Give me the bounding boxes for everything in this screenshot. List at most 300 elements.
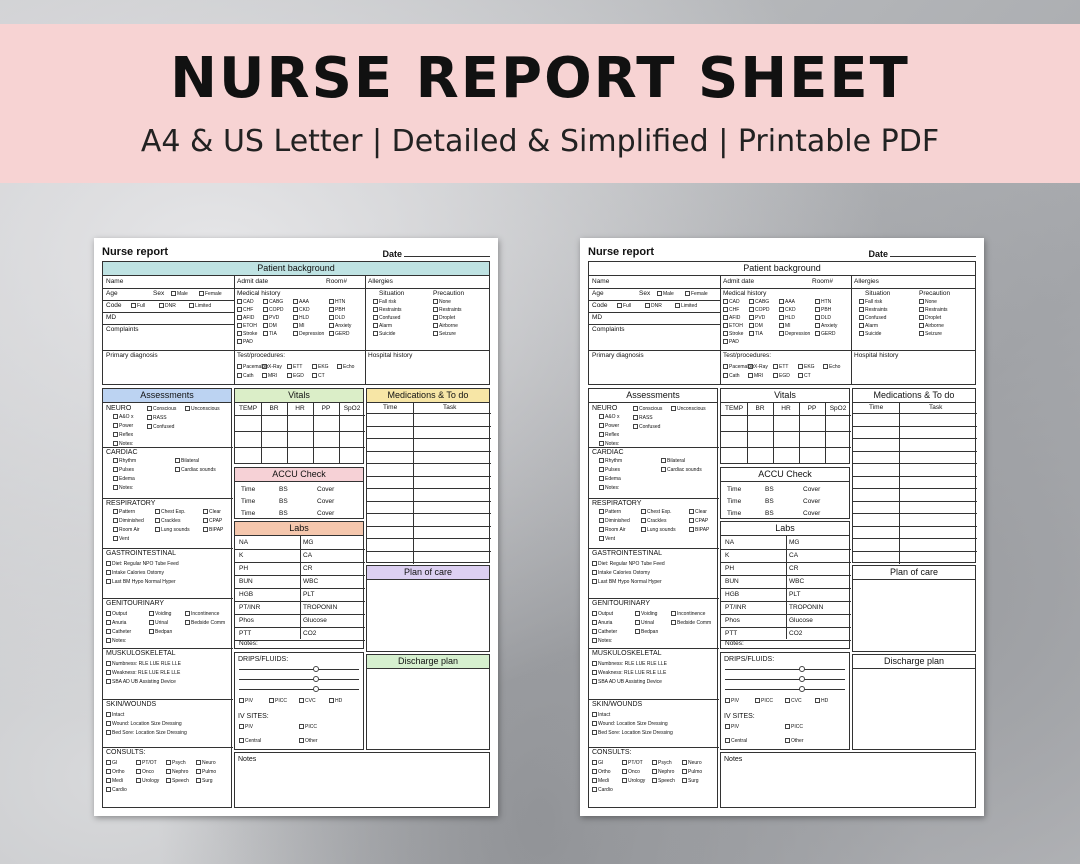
medical-history-item[interactable]: GERD	[815, 330, 835, 338]
checkbox[interactable]	[919, 323, 924, 328]
checkbox[interactable]	[293, 307, 298, 312]
consult-item[interactable]: Speech	[166, 777, 189, 785]
checkbox[interactable]	[749, 299, 754, 304]
checkbox[interactable]	[682, 760, 687, 765]
checkbox[interactable]	[106, 561, 111, 566]
respiratory-item[interactable]: Pattern	[599, 508, 621, 516]
medical-history-item[interactable]: ETOH	[723, 322, 743, 330]
date-field[interactable]: Date	[868, 248, 976, 259]
medical-history-item[interactable]: CABG	[749, 298, 769, 306]
checkbox[interactable]	[113, 518, 118, 523]
gu-item[interactable]: Output	[106, 610, 127, 618]
checkbox[interactable]	[723, 339, 728, 344]
checkbox[interactable]	[175, 467, 180, 472]
checkbox[interactable]	[113, 423, 118, 428]
male-checkbox[interactable]: Male	[171, 290, 188, 298]
musk-device[interactable]: SBA AD UB Assisting Device	[106, 678, 176, 686]
test-item[interactable]: Echo	[823, 363, 840, 371]
checkbox[interactable]	[106, 787, 111, 792]
medical-history-item[interactable]: PAD	[237, 338, 253, 346]
checkbox[interactable]	[239, 724, 244, 729]
precaution-item[interactable]: Restraints	[919, 306, 948, 314]
female-checkbox[interactable]: Female	[685, 290, 708, 298]
consult-item[interactable]: Pulmo	[682, 768, 702, 776]
gu-item[interactable]: Catheter	[592, 628, 617, 636]
checkbox[interactable]	[645, 303, 650, 308]
checkbox[interactable]	[239, 738, 244, 743]
checkbox[interactable]	[779, 323, 784, 328]
checkbox[interactable]	[798, 373, 803, 378]
medical-history-item[interactable]: AFID	[723, 314, 740, 322]
checkbox[interactable]	[185, 620, 190, 625]
checkbox[interactable]	[262, 373, 267, 378]
situation-item[interactable]: Suicide	[373, 330, 395, 338]
medical-history-item[interactable]: Anxiety	[329, 322, 351, 330]
drip-marker[interactable]	[799, 676, 805, 682]
checkbox[interactable]	[106, 670, 111, 675]
respiratory-item[interactable]: Chest Exp.	[155, 508, 185, 516]
checkbox[interactable]	[293, 323, 298, 328]
checkbox[interactable]	[263, 331, 268, 336]
checkbox[interactable]	[599, 414, 604, 419]
checkbox[interactable]	[329, 299, 334, 304]
medical-history-item[interactable]: TIA	[749, 330, 763, 338]
consult-item[interactable]: Psych	[166, 759, 186, 767]
consult-item[interactable]: Medi	[106, 777, 123, 785]
checkbox[interactable]	[919, 315, 924, 320]
checkbox[interactable]	[859, 315, 864, 320]
medical-history-item[interactable]: COPD	[263, 306, 283, 314]
medical-history-item[interactable]: MI	[779, 322, 791, 330]
checkbox[interactable]	[373, 323, 378, 328]
checkbox[interactable]	[859, 307, 864, 312]
medical-history-item[interactable]: HTN	[815, 298, 831, 306]
checkbox[interactable]	[749, 323, 754, 328]
checkbox[interactable]	[196, 760, 201, 765]
test-item[interactable]: CT	[312, 372, 325, 380]
precaution-item[interactable]: Droplet	[433, 314, 455, 322]
medical-history-item[interactable]: Anxiety	[815, 322, 837, 330]
checkbox[interactable]	[685, 291, 690, 296]
checkbox[interactable]	[633, 406, 638, 411]
checkbox[interactable]	[823, 364, 828, 369]
checkbox[interactable]	[592, 670, 597, 675]
checkbox[interactable]	[671, 406, 676, 411]
medical-history-item[interactable]: COPD	[749, 306, 769, 314]
drips-item[interactable]: PIV	[239, 697, 253, 705]
respiratory-item[interactable]: Clear	[203, 508, 221, 516]
checkbox[interactable]	[312, 364, 317, 369]
precaution-item[interactable]: Droplet	[919, 314, 941, 322]
drips-item[interactable]: CVC	[785, 697, 802, 705]
iv-item[interactable]: Other	[299, 737, 318, 745]
checkbox[interactable]	[779, 315, 784, 320]
checkbox[interactable]	[293, 331, 298, 336]
checkbox[interactable]	[189, 303, 194, 308]
checkbox[interactable]	[155, 518, 160, 523]
checkbox[interactable]	[106, 620, 111, 625]
consult-item[interactable]: Nephro	[652, 768, 674, 776]
consult-item[interactable]: Onco	[622, 768, 640, 776]
checkbox[interactable]	[113, 509, 118, 514]
checkbox[interactable]	[815, 299, 820, 304]
checkbox[interactable]	[599, 432, 604, 437]
test-item[interactable]: Cath	[237, 372, 254, 380]
checkbox[interactable]	[329, 315, 334, 320]
consult-item[interactable]: PT/OT	[622, 759, 643, 767]
checkbox[interactable]	[299, 724, 304, 729]
drip-marker[interactable]	[313, 666, 319, 672]
checkbox[interactable]	[113, 527, 118, 532]
checkbox[interactable]	[773, 373, 778, 378]
test-item[interactable]: Pacemaker	[723, 363, 754, 371]
consult-item[interactable]: Ortho	[106, 768, 125, 776]
checkbox[interactable]	[641, 527, 646, 532]
medical-history-item[interactable]: GERD	[329, 330, 349, 338]
checkbox[interactable]	[373, 299, 378, 304]
precaution-item[interactable]: Airborne	[433, 322, 458, 330]
limited-checkbox[interactable]: Limited	[675, 302, 697, 310]
cardiac-item[interactable]: Rhythm	[113, 457, 136, 465]
checkbox[interactable]	[652, 760, 657, 765]
cardiac-item[interactable]: Edema	[599, 475, 621, 483]
checkbox[interactable]	[671, 611, 676, 616]
consult-item[interactable]: Cardio	[106, 786, 127, 794]
test-item[interactable]: MRI	[748, 372, 763, 380]
full-checkbox[interactable]: Full	[131, 302, 145, 310]
discharge-plan-box[interactable]	[366, 654, 490, 750]
checkbox[interactable]	[147, 415, 152, 420]
checkbox[interactable]	[622, 778, 627, 783]
checkbox[interactable]	[149, 629, 154, 634]
checkbox[interactable]	[106, 730, 111, 735]
drips-item[interactable]: PICC	[269, 697, 287, 705]
checkbox[interactable]	[748, 373, 753, 378]
gi-intake[interactable]: Intake Calories Ostomy	[106, 569, 164, 577]
respiratory-item[interactable]: BIPAP	[203, 526, 223, 534]
test-item[interactable]: EGD	[287, 372, 304, 380]
neuro-item[interactable]: A&O x	[599, 413, 619, 421]
respiratory-item[interactable]: CPAP	[203, 517, 222, 525]
checkbox[interactable]	[859, 323, 864, 328]
checkbox[interactable]	[113, 485, 118, 490]
checkbox[interactable]	[749, 315, 754, 320]
checkbox[interactable]	[106, 721, 111, 726]
medical-history-item[interactable]: ETOH	[237, 322, 257, 330]
consult-item[interactable]: Pulmo	[196, 768, 216, 776]
plan-of-care-box[interactable]	[852, 565, 976, 652]
precaution-item[interactable]: Seizure	[433, 330, 456, 338]
checkbox[interactable]	[599, 467, 604, 472]
consult-item[interactable]: Nephro	[166, 768, 188, 776]
respiratory-item[interactable]: Pattern	[113, 508, 135, 516]
musk-numbness[interactable]: Numbness: RLE LUE RLE LLE	[592, 660, 667, 668]
checkbox[interactable]	[337, 364, 342, 369]
situation-item[interactable]: Fall risk	[859, 298, 882, 306]
test-item[interactable]: EGD	[773, 372, 790, 380]
medical-history-item[interactable]: PAD	[723, 338, 739, 346]
checkbox[interactable]	[749, 307, 754, 312]
checkbox[interactable]	[136, 760, 141, 765]
checkbox[interactable]	[147, 424, 152, 429]
checkbox[interactable]	[329, 331, 334, 336]
gu-item[interactable]: Incontinence	[185, 610, 219, 618]
checkbox[interactable]	[113, 458, 118, 463]
checkbox[interactable]	[263, 315, 268, 320]
gu-item[interactable]: Urinal	[635, 619, 654, 627]
neuro-item[interactable]: Reflex	[113, 431, 133, 439]
checkbox[interactable]	[622, 769, 627, 774]
test-item[interactable]: X-Ray	[262, 363, 282, 371]
medical-history-item[interactable]: Depression	[779, 330, 810, 338]
test-item[interactable]: EKG	[798, 363, 815, 371]
checkbox[interactable]	[633, 415, 638, 420]
neuro-item[interactable]: Confused	[147, 423, 174, 431]
checkbox[interactable]	[166, 760, 171, 765]
checkbox[interactable]	[592, 712, 597, 717]
respiratory-item[interactable]: Chest Exp.	[641, 508, 671, 516]
medical-history-item[interactable]: PBH	[815, 306, 831, 314]
medical-history-item[interactable]: CKD	[293, 306, 310, 314]
consult-item[interactable]: Surg	[196, 777, 213, 785]
checkbox[interactable]	[661, 467, 666, 472]
checkbox[interactable]	[617, 303, 622, 308]
checkbox[interactable]	[599, 518, 604, 523]
checkbox[interactable]	[689, 518, 694, 523]
musk-device[interactable]: SBA AD UB Assisting Device	[592, 678, 662, 686]
iv-item[interactable]: Central	[239, 737, 261, 745]
checkbox[interactable]	[237, 364, 242, 369]
checkbox[interactable]	[599, 458, 604, 463]
situation-item[interactable]: Confused	[373, 314, 400, 322]
checkbox[interactable]	[622, 760, 627, 765]
medical-history-item[interactable]: Stroke	[723, 330, 743, 338]
consult-item[interactable]: Neuro	[682, 759, 702, 767]
consult-item[interactable]: Ortho	[592, 768, 611, 776]
checkbox[interactable]	[263, 299, 268, 304]
cardiac-sounds-checkbox[interactable]: Cardiac sounds	[661, 466, 702, 474]
consult-item[interactable]: Urology	[136, 777, 159, 785]
medical-history-item[interactable]: CAD	[723, 298, 740, 306]
test-item[interactable]: ETT	[287, 363, 302, 371]
checkbox[interactable]	[171, 291, 176, 296]
checkbox[interactable]	[433, 299, 438, 304]
consult-item[interactable]: Cardio	[592, 786, 613, 794]
checkbox[interactable]	[592, 730, 597, 735]
skin-bedsore[interactable]: Bed Sore: Location Size Dressing	[592, 729, 673, 737]
checkbox[interactable]	[599, 485, 604, 490]
checkbox[interactable]	[131, 303, 136, 308]
medical-history-item[interactable]: PVD	[263, 314, 279, 322]
checkbox[interactable]	[113, 467, 118, 472]
checkbox[interactable]	[859, 299, 864, 304]
test-item[interactable]: Echo	[337, 363, 354, 371]
checkbox[interactable]	[166, 778, 171, 783]
checkbox[interactable]	[237, 315, 242, 320]
bilateral-checkbox[interactable]: Bilateral	[175, 457, 199, 465]
checkbox[interactable]	[592, 579, 597, 584]
dnr-checkbox[interactable]: DNR	[645, 302, 662, 310]
unconscious-checkbox[interactable]: Unconscious	[671, 405, 706, 413]
checkbox[interactable]	[373, 315, 378, 320]
checkbox[interactable]	[196, 778, 201, 783]
checkbox[interactable]	[433, 331, 438, 336]
checkbox[interactable]	[237, 331, 242, 336]
medical-history-item[interactable]: PVD	[749, 314, 765, 322]
checkbox[interactable]	[592, 787, 597, 792]
checkbox[interactable]	[592, 760, 597, 765]
consult-item[interactable]: Urology	[622, 777, 645, 785]
checkbox[interactable]	[262, 364, 267, 369]
checkbox[interactable]	[113, 441, 118, 446]
neuro-item[interactable]: Notes:	[113, 440, 133, 448]
checkbox[interactable]	[175, 458, 180, 463]
test-item[interactable]: MRI	[262, 372, 277, 380]
checkbox[interactable]	[635, 611, 640, 616]
checkbox[interactable]	[725, 738, 730, 743]
consult-item[interactable]: Neuro	[196, 759, 216, 767]
situation-item[interactable]: Alarm	[373, 322, 392, 330]
checkbox[interactable]	[113, 414, 118, 419]
checkbox[interactable]	[263, 323, 268, 328]
test-item[interactable]: EKG	[312, 363, 329, 371]
respiratory-item[interactable]: Diminished	[599, 517, 630, 525]
checkbox[interactable]	[237, 299, 242, 304]
consult-item[interactable]: Onco	[136, 768, 154, 776]
gu-item[interactable]: Catheter	[106, 628, 131, 636]
medical-history-item[interactable]: AAA	[779, 298, 795, 306]
respiratory-item[interactable]: Vent	[113, 535, 129, 543]
checkbox[interactable]	[293, 299, 298, 304]
medical-history-item[interactable]: CAD	[237, 298, 254, 306]
checkbox[interactable]	[599, 441, 604, 446]
respiratory-item[interactable]: Diminished	[113, 517, 144, 525]
cardiac-item[interactable]: Notes:	[113, 484, 133, 492]
limited-checkbox[interactable]: Limited	[189, 302, 211, 310]
consult-item[interactable]: Speech	[652, 777, 675, 785]
drips-item[interactable]: PICC	[755, 697, 773, 705]
iv-item[interactable]: PIV	[239, 723, 253, 731]
neuro-item[interactable]: Conscious	[633, 405, 662, 413]
checkbox[interactable]	[815, 315, 820, 320]
checkbox[interactable]	[106, 611, 111, 616]
neuro-item[interactable]: A&O x	[113, 413, 133, 421]
checkbox[interactable]	[113, 432, 118, 437]
neuro-item[interactable]: Confused	[633, 423, 660, 431]
checkbox[interactable]	[635, 620, 640, 625]
respiratory-item[interactable]: Crackles	[641, 517, 666, 525]
iv-item[interactable]: PICC	[299, 723, 317, 731]
iv-item[interactable]: PIV	[725, 723, 739, 731]
test-item[interactable]: Pacemaker	[237, 363, 268, 371]
checkbox[interactable]	[433, 307, 438, 312]
respiratory-item[interactable]: Room Air	[113, 526, 140, 534]
consult-item[interactable]: Surg	[682, 777, 699, 785]
date-line[interactable]	[404, 248, 490, 257]
consult-item[interactable]: Psych	[652, 759, 672, 767]
notes-box[interactable]	[234, 752, 490, 808]
medical-history-item[interactable]: CHF	[237, 306, 253, 314]
gu-item[interactable]: Anuria	[106, 619, 126, 627]
medical-history-item[interactable]: Stroke	[237, 330, 257, 338]
checkbox[interactable]	[237, 307, 242, 312]
checkbox[interactable]	[199, 291, 204, 296]
checkbox[interactable]	[106, 679, 111, 684]
respiratory-item[interactable]: Clear	[689, 508, 707, 516]
drip-marker[interactable]	[799, 686, 805, 692]
gi-intake[interactable]: Intake Calories Ostomy	[592, 569, 650, 577]
date-field[interactable]: Date	[382, 248, 490, 259]
neuro-item[interactable]: Reflex	[599, 431, 619, 439]
medical-history-item[interactable]: CHF	[723, 306, 739, 314]
skin-intact[interactable]: Intact	[106, 711, 124, 719]
gu-item[interactable]: Notes:	[106, 637, 126, 645]
situation-item[interactable]: Fall risk	[373, 298, 396, 306]
checkbox[interactable]	[635, 629, 640, 634]
checkbox[interactable]	[749, 331, 754, 336]
female-checkbox[interactable]: Female	[199, 290, 222, 298]
checkbox[interactable]	[785, 698, 790, 703]
checkbox[interactable]	[293, 315, 298, 320]
neuro-item[interactable]: Power	[599, 422, 619, 430]
checkbox[interactable]	[723, 315, 728, 320]
checkbox[interactable]	[592, 620, 597, 625]
checkbox[interactable]	[641, 509, 646, 514]
medical-history-item[interactable]: DM	[263, 322, 277, 330]
checkbox[interactable]	[185, 611, 190, 616]
checkbox[interactable]	[592, 611, 597, 616]
medical-history-item[interactable]: CABG	[263, 298, 283, 306]
checkbox[interactable]	[657, 291, 662, 296]
musk-weakness[interactable]: Weakness: RLE LUE RLE LLE	[106, 669, 180, 677]
checkbox[interactable]	[263, 307, 268, 312]
medical-history-item[interactable]: HTN	[329, 298, 345, 306]
checkbox[interactable]	[433, 323, 438, 328]
checkbox[interactable]	[919, 331, 924, 336]
checkbox[interactable]	[106, 638, 111, 643]
gi-last-bm[interactable]: Last BM Hypo Normal Hyper	[592, 578, 662, 586]
precaution-item[interactable]: Seizure	[919, 330, 942, 338]
test-item[interactable]: Cath	[723, 372, 740, 380]
drip-marker[interactable]	[313, 676, 319, 682]
situation-item[interactable]: Restraints	[859, 306, 888, 314]
checkbox[interactable]	[166, 769, 171, 774]
skin-intact[interactable]: Intact	[592, 711, 610, 719]
musk-weakness[interactable]: Weakness: RLE LUE RLE LLE	[592, 669, 666, 677]
checkbox[interactable]	[433, 315, 438, 320]
full-checkbox[interactable]: Full	[617, 302, 631, 310]
drips-item[interactable]: HD	[815, 697, 828, 705]
checkbox[interactable]	[147, 406, 152, 411]
test-item[interactable]: ETT	[773, 363, 788, 371]
drips-item[interactable]: CVC	[299, 697, 316, 705]
musk-numbness[interactable]: Numbness: RLE LUE RLE LLE	[106, 660, 181, 668]
checkbox[interactable]	[373, 331, 378, 336]
checkbox[interactable]	[689, 527, 694, 532]
checkbox[interactable]	[815, 323, 820, 328]
checkbox[interactable]	[592, 570, 597, 575]
respiratory-item[interactable]: CPAP	[689, 517, 708, 525]
consult-item[interactable]: Medi	[592, 777, 609, 785]
test-item[interactable]: CT	[798, 372, 811, 380]
gu-item[interactable]: Incontinence	[671, 610, 705, 618]
bilateral-checkbox[interactable]: Bilateral	[661, 457, 685, 465]
checkbox[interactable]	[185, 406, 190, 411]
checkbox[interactable]	[652, 769, 657, 774]
checkbox[interactable]	[859, 331, 864, 336]
checkbox[interactable]	[661, 458, 666, 463]
checkbox[interactable]	[641, 518, 646, 523]
